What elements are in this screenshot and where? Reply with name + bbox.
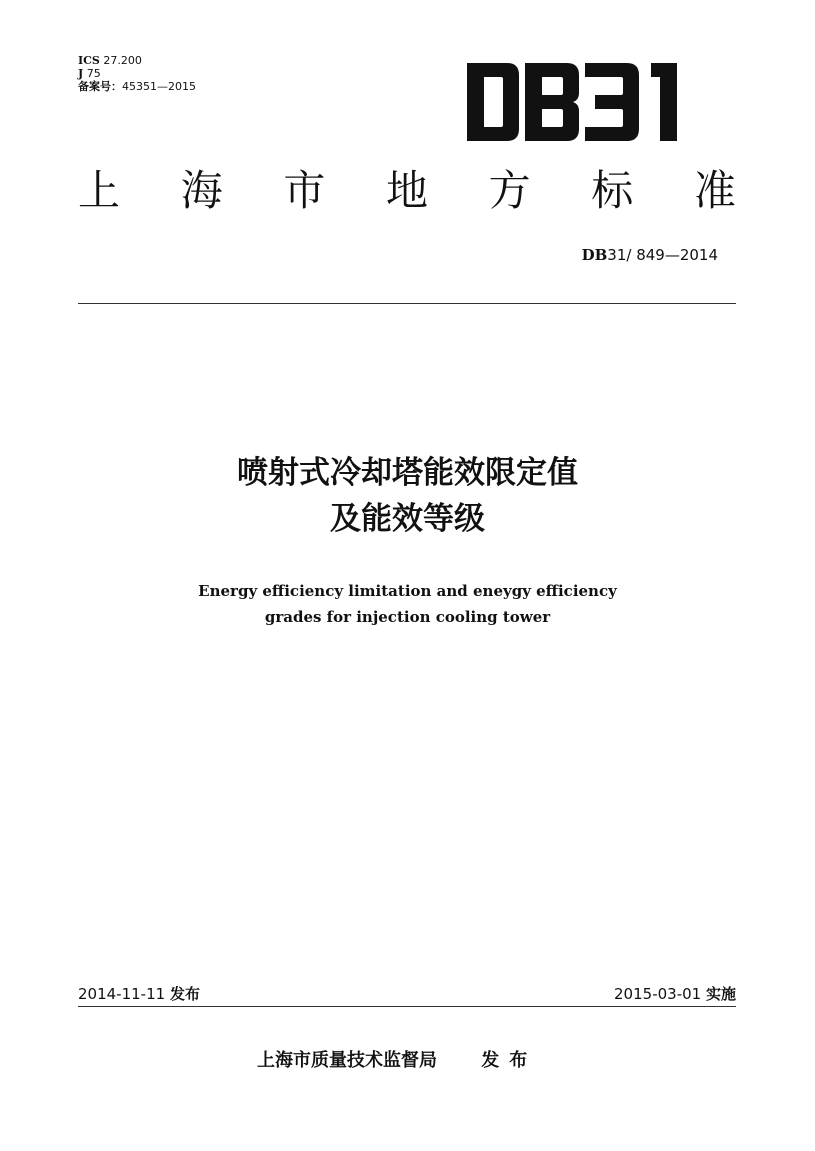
logo-letter-b <box>525 63 579 141</box>
standard-type-char: 标 <box>591 166 634 215</box>
standard-type-char: 准 <box>693 166 736 215</box>
logo-digit-1 <box>651 63 677 141</box>
issuing-authority <box>257 1046 537 1072</box>
standard-number: DB31/ 849—2014 <box>581 246 718 264</box>
issuer-name: 上海市质量技术监督局 <box>257 1050 437 1071</box>
document-title-cn <box>0 450 815 542</box>
top-divider <box>78 303 736 304</box>
ics-code: ICS 27.200 <box>78 54 142 67</box>
filing-number: 备案号：45351—2015 <box>78 80 196 93</box>
implementation-label: 实施 <box>705 985 736 1003</box>
issuer-action: 发布 <box>481 1050 538 1071</box>
issue-label: 发布 <box>169 985 200 1003</box>
title-en-line-1: Energy efficiency limitation and eneygy efficiency <box>198 582 617 600</box>
logo-glyphs <box>467 63 677 141</box>
title-en-line-2: grades for injection cooling tower <box>264 608 551 626</box>
classification-codes <box>78 54 196 93</box>
logo-letter-d <box>467 63 519 141</box>
ccs-code: J 75 <box>78 67 101 80</box>
standard-type-char: 地 <box>385 166 428 215</box>
standard-type-char: 海 <box>180 166 223 215</box>
title-cn-line-1: 喷射式冷却塔能效限定值 <box>237 455 578 491</box>
implementation-date: 2015-03-01 实施 <box>614 985 736 1003</box>
issue-date: 2014-11-11 发布 <box>78 985 200 1003</box>
standard-type-char: 上 <box>78 166 121 215</box>
document-title-en <box>0 578 815 630</box>
standard-type-char: 市 <box>283 166 326 215</box>
title-cn-line-2: 及能效等级 <box>330 501 485 537</box>
logo-digit-3 <box>585 63 639 141</box>
standard-type-heading <box>78 165 736 217</box>
db31-logo <box>467 63 690 141</box>
standard-type-char: 方 <box>488 166 531 215</box>
bottom-divider <box>78 1006 736 1007</box>
